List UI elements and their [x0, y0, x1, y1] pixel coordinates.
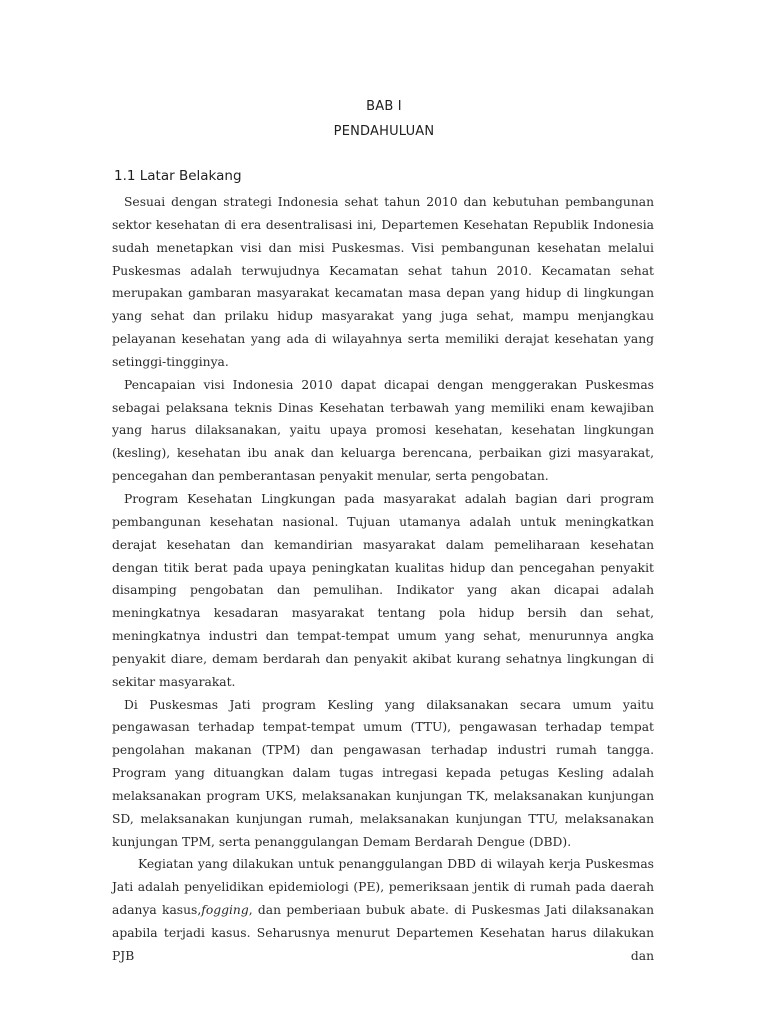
paragraph-last: [112, 853, 654, 967]
section-title: 1.1 Latar Belakang: [114, 168, 242, 184]
paragraph-text: Kegiatan yang dilakukan untuk penanggulangan DBD di wilayah kerja Puskesmas Jati adalah penyelidikan epidemiologi (PE), pemeriksaan jentik di rumah pada daerah adanya kasus,: [112, 857, 654, 918]
paragraph: Pencapaian visi Indonesia 2010 dapat dicapai dengan menggerakan Puskesmas sebagai pelaksana teknis Dinas Kesehatan terbawah yang memiliki enam kewajiban yang harus dilaksanakan, yaitu upaya promosi kesehatan, kesehatan lingkungan (kesling), kesehatan ibu anak dan keluarga berencana, perbaikan gizi masyarakat, pencegahan dan pemberantasan penyakit menular, serta pengobatan.: [112, 377, 654, 484]
italic-term: fogging: [201, 903, 249, 918]
paragraph: Di Puskesmas Jati program Kesling yang dilaksanakan secara umum yaitu pengawasan terhadap tempat-tempat umum (TTU), pengawasan terhadap tempat pengolahan makanan (TPM) dan pengawasan terhadap industri rumah tangga. Program yang dituangkan dalam tugas intregasi kepada petugas Kesling adalah melaksanakan program UKS, melaksanakan kunjungan TK, melaksanakan kunjungan SD, melaksanakan kunjungan rumah, melaksanakan kunjungan TTU, melaksanakan kunjungan TPM, serta penanggulangan Demam Berdarah Dengue (DBD).: [112, 697, 654, 849]
paragraph-text: , dan pemberiaan bubuk abate. di Puskesmas Jati dilaksanakan apabila terjadi kasus. Seharusnya menurut Departemen Kesehatan harus dilakukan PJB dan: [112, 903, 654, 963]
paragraph: Program Kesehatan Lingkungan pada masyarakat adalah bagian dari program pembangunan kesehatan nasional. Tujuan utamanya adalah untuk meningkatkan derajat kesehatan dan kemandirian masyarakat dalam pemeliharaan kesehatan dengan titik berat pada upaya peningkatan kualitas hidup dan pencegahan penyakit disamping pengobatan dan pemulihan. Indikator yang akan dicapai adalah meningkatnya kesadaran masyarakat tentang pola hidup bersih dan sehat, meningkatnya industri dan tempat-tempat umum yang sehat, menurunnya angka penyakit diare, demam berdarah dan penyakit akibat kurang sehatnya lingkungan di sekitar masyarakat.: [112, 491, 654, 689]
paragraph: Sesuai dengan strategi Indonesia sehat tahun 2010 dan kebutuhan pembangunan sektor kesehatan di era desentralisasi ini, Departemen Kesehatan Republik Indonesia sudah menetapkan visi dan misi Puskesmas. Visi pembangunan kesehatan melalui Puskesmas adalah terwujudnya Kecamatan sehat tahun 2010. Kecamatan sehat merupakan gambaran masyarakat kecamatan masa depan yang hidup di lingkungan yang sehat dan prilaku hidup masyarakat yang juga sehat, mampu menjangkau pelayanan kesehatan yang ada di wilayahnya serta memiliki derajat kesehatan yang setinggi-tingginya.: [112, 195, 654, 369]
chapter-title: PENDAHULUAN: [333, 124, 435, 139]
body-text: [112, 191, 654, 968]
chapter-number: BAB I: [366, 99, 402, 114]
